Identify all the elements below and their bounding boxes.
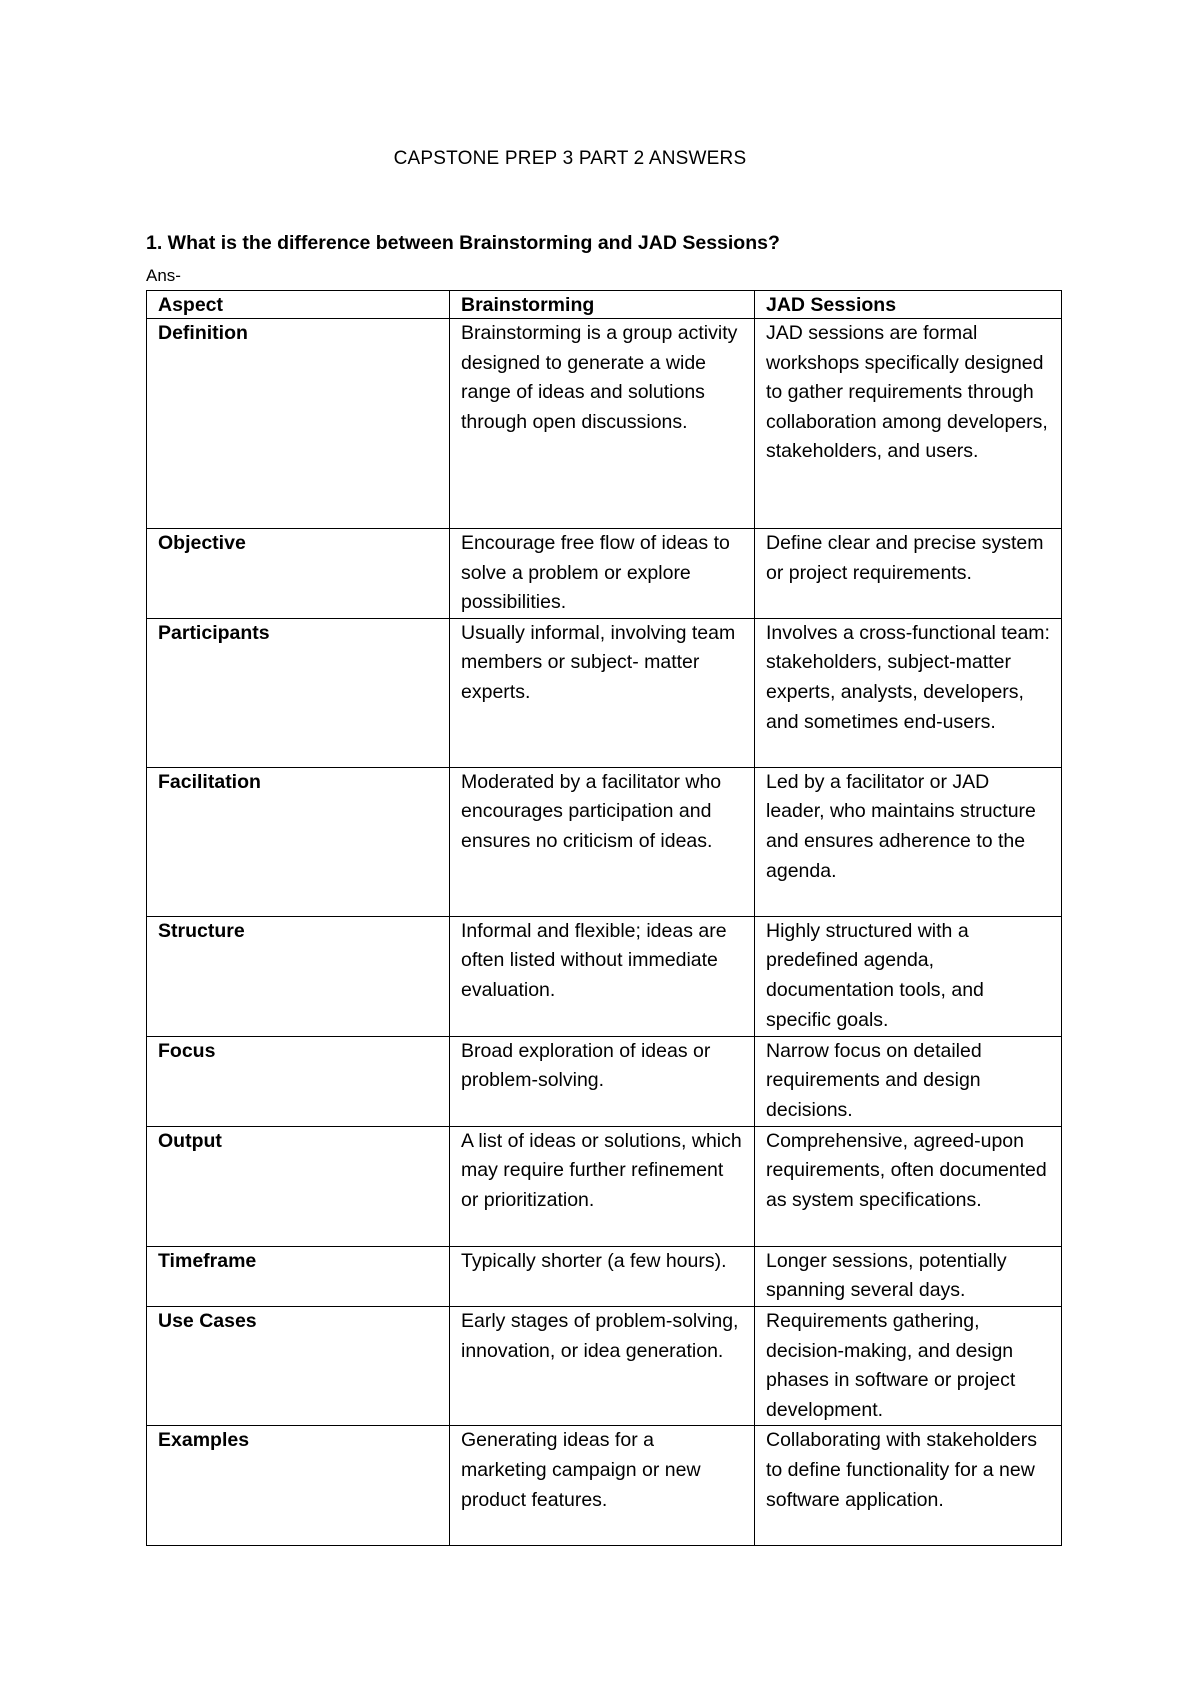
aspect-cell: Definition (147, 319, 450, 529)
table-row (147, 319, 1062, 529)
brainstorming-cell: Encourage free flow of ideas to solve a problem or explore possibilities. (450, 529, 755, 619)
question-heading: 1. What is the difference between Brainstorming and JAD Sessions? (146, 232, 780, 254)
brainstorming-cell: Brainstorming is a group activity designed to generate a wide range of ideas and solutions through open discussions. (450, 319, 755, 529)
jad-cell: Collaborating with stakeholders to define functionality for a new software application. (755, 1426, 1062, 1546)
table-row (147, 1246, 1062, 1306)
table-row (147, 1036, 1062, 1126)
jad-cell: Narrow focus on detailed requirements and design decisions. (755, 1036, 1062, 1126)
aspect-cell: Timeframe (147, 1246, 450, 1306)
table-row (147, 1126, 1062, 1246)
header-brainstorming: Brainstorming (450, 291, 755, 319)
aspect-cell: Focus (147, 1036, 450, 1126)
jad-cell: JAD sessions are formal workshops specifically designed to gather requirements through collaboration among developers, stakeholders, and users. (755, 319, 1062, 529)
brainstorming-cell: Moderated by a facilitator who encourages participation and ensures no criticism of ideas. (450, 767, 755, 916)
jad-cell: Led by a facilitator or JAD leader, who maintains structure and ensures adherence to the agenda. (755, 767, 1062, 916)
aspect-cell: Examples (147, 1426, 450, 1546)
jad-cell: Involves a cross-functional team: stakeholders, subject-matter experts, analysts, developers, and sometimes end-users. (755, 618, 1062, 767)
aspect-cell: Objective (147, 529, 450, 619)
aspect-cell: Structure (147, 916, 450, 1036)
brainstorming-cell: Usually informal, involving team members or subject- matter experts. (450, 618, 755, 767)
brainstorming-cell: Broad exploration of ideas or problem-solving. (450, 1036, 755, 1126)
brainstorming-cell: Early stages of problem-solving, innovation, or idea generation. (450, 1306, 755, 1425)
document-title: CAPSTONE PREP 3 PART 2 ANSWERS (393, 148, 747, 169)
jad-cell: Comprehensive, agreed-upon requirements, often documented as system specifications. (755, 1126, 1062, 1246)
answer-label: Ans- (146, 266, 181, 285)
comparison-table (146, 290, 1062, 1546)
brainstorming-cell: Typically shorter (a few hours). (450, 1246, 755, 1306)
aspect-cell: Use Cases (147, 1306, 450, 1425)
brainstorming-cell: A list of ideas or solutions, which may require further refinement or prioritization. (450, 1126, 755, 1246)
jad-cell: Highly structured with a predefined agenda, documentation tools, and specific goals. (755, 916, 1062, 1036)
header-jad-sessions: JAD Sessions (755, 291, 1062, 319)
table-row (147, 618, 1062, 767)
jad-cell: Longer sessions, potentially spanning several days. (755, 1246, 1062, 1306)
jad-cell: Define clear and precise system or project requirements. (755, 529, 1062, 619)
aspect-cell: Output (147, 1126, 450, 1246)
brainstorming-cell: Informal and flexible; ideas are often listed without immediate evaluation. (450, 916, 755, 1036)
aspect-cell: Facilitation (147, 767, 450, 916)
table-row (147, 1306, 1062, 1425)
brainstorming-cell: Generating ideas for a marketing campaign or new product features. (450, 1426, 755, 1546)
table-row (147, 767, 1062, 916)
table-row (147, 916, 1062, 1036)
header-aspect: Aspect (147, 291, 450, 319)
jad-cell: Requirements gathering, decision-making, and design phases in software or project development. (755, 1306, 1062, 1425)
table-header-row (147, 291, 1062, 319)
table-row (147, 529, 1062, 619)
table-row (147, 1426, 1062, 1546)
aspect-cell: Participants (147, 618, 450, 767)
